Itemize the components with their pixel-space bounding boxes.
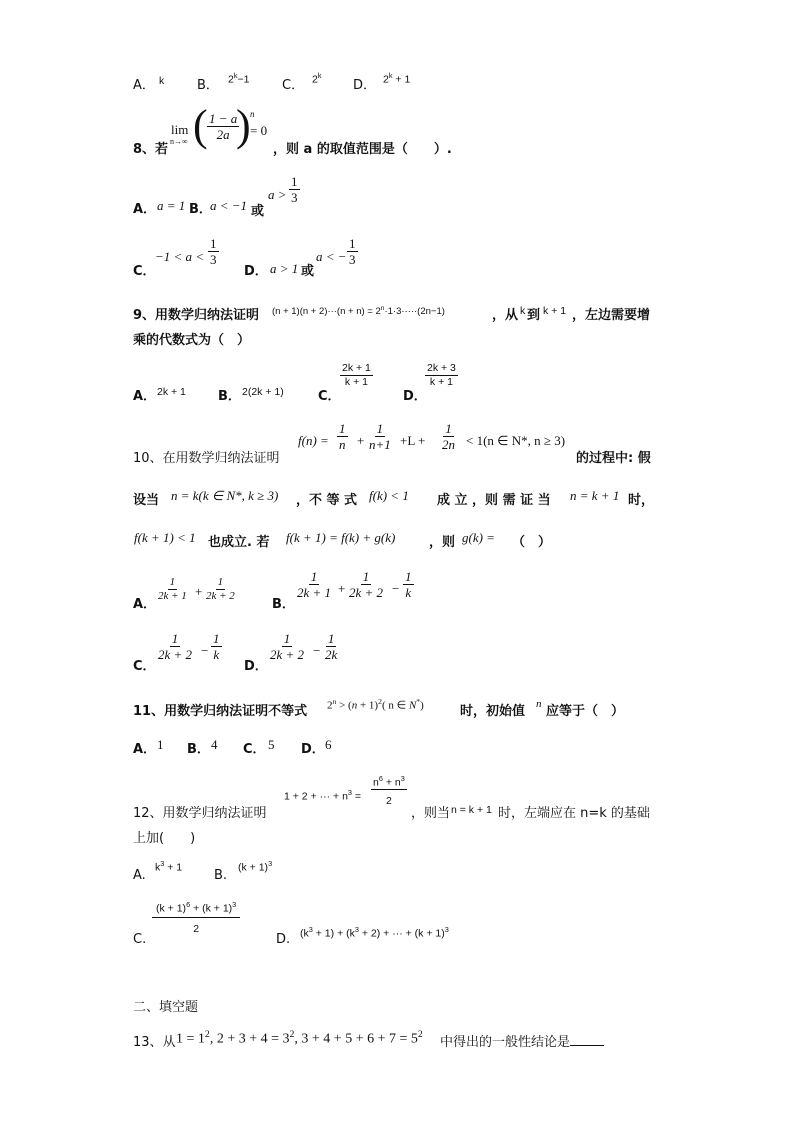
q13-answer-blank[interactable] <box>570 1045 604 1046</box>
q12-mid: ，则当 <box>411 806 451 821</box>
q8-fraction <box>207 112 239 141</box>
q12-rhs-num: $n^6 + n^3$ <box>373 774 405 789</box>
q10-option-b-label: B． <box>272 597 295 612</box>
q8-eq: = 0 <box>250 123 268 138</box>
q9-formula: $(n + 1)(n + 2)\cdot\cdot\cdot(n + n) = 2^n\cdot 1\cdot 3\cdot\cdot\cdot\cdot\cdot(2n-1)$ <box>272 305 445 318</box>
q9-d-den: k + 1 <box>429 375 453 388</box>
q10-d-f1-den: 2k + 2 <box>270 647 305 662</box>
q10-b-f3-den: k <box>405 585 412 600</box>
q8-option-c-label: C． <box>133 264 156 279</box>
q10-option-a-frac2 <box>204 577 237 602</box>
q9-option-b-label: B． <box>218 389 241 404</box>
q8-option-d-label: D． <box>244 264 268 279</box>
q11-option-d-label: D． <box>301 742 325 757</box>
q9-option-d-label: D． <box>403 389 427 404</box>
q9-mid2: 到 <box>527 308 541 323</box>
q7-option-b-value: $2^k-1$ <box>228 71 250 86</box>
q10-line2-b: ，不 等 式 <box>296 493 358 508</box>
q10-t2-den: n+1 <box>369 437 391 452</box>
q12-option-b-value: $(k + 1)^3$ <box>238 859 273 874</box>
q10-option-c-frac2 <box>211 632 222 661</box>
q12-option-a-label: A. <box>133 868 146 883</box>
q12-line2: 上加( ) <box>133 831 196 846</box>
q10-term1 <box>337 422 348 451</box>
q11-option-a-value: 1 <box>157 737 164 752</box>
q10-line3-b: ，则 <box>429 535 456 550</box>
q10-line2-m1: n = k(k ∈ N*, k ≥ 3) <box>171 488 279 503</box>
q10-d-f2-den: 2k <box>325 647 338 662</box>
q8-option-c-frac <box>208 237 219 266</box>
q8-suffix: ，则 a 的取值范围是（ ）. <box>273 142 452 157</box>
q12-cond: n = k + 1 <box>451 804 492 816</box>
q12-rhs-frac <box>371 775 407 807</box>
q8-option-a-value: a = 1 <box>157 198 186 213</box>
q10-t1-num: 1 <box>339 421 346 436</box>
q8-option-b-value2: a > <box>268 187 287 202</box>
q8-b-frac-den: 3 <box>291 190 298 205</box>
q10-option-a-label: A． <box>133 597 157 612</box>
q11-formula: $2^n > (n + 1)^2$( n ∈ N*) <box>327 697 424 712</box>
q10-d-f2-num: 1 <box>327 631 335 646</box>
q12-option-d-value: $(k^3 + 1) + (k^3 + 2)$ + ··· + $(k + 1)^3$ <box>300 925 449 940</box>
q8-option-b-label: B． <box>189 202 212 217</box>
q7-option-c-label: C． <box>282 78 305 93</box>
q13-suffix <box>440 1036 604 1049</box>
q10-a-f2-num: 1 <box>217 576 224 588</box>
q11-option-c-value: 5 <box>268 737 275 752</box>
q11-n: n <box>536 698 542 710</box>
q13-formula: $1 = 1^2$, $2 + 3 + 4 = 3^2$, $3 + 4 + 5 + 6 + 7 = 5^2$ <box>176 1029 423 1047</box>
q9-c-num: 2k + 1 <box>342 362 371 374</box>
q10-option-b-minus: − <box>392 581 400 596</box>
q7-option-a-value: k <box>159 75 165 87</box>
q9-option-d-frac <box>425 363 458 387</box>
q10-t3-num: 1 <box>445 421 452 436</box>
q10-plus-1: + <box>357 433 365 448</box>
q8-option-d-value: a > 1 <box>270 261 299 276</box>
q7-option-d <box>353 79 376 92</box>
q8-prefix: 8、若 <box>133 142 169 157</box>
q10-line2-m3: n = k + 1 <box>570 488 620 503</box>
q10-line2-c: 成 立 ，则 需 证 当 <box>437 493 551 508</box>
q9-k: k <box>520 305 526 317</box>
q9-option-a-label: A． <box>133 389 157 404</box>
q9-c-den: k + 1 <box>344 375 368 388</box>
q9-option-a-value: 2k + 1 <box>157 386 186 398</box>
q10-t1-den: n <box>339 437 346 452</box>
q9-prefix: 9、用数学归纳法证明 <box>133 308 260 323</box>
q10-option-d-frac2 <box>323 632 339 661</box>
q10-option-b-frac1 <box>295 570 333 599</box>
q12-option-a-value: $k^3 + 1$ <box>155 859 183 874</box>
q10-line2-a: 设当 <box>133 493 160 508</box>
q10-option-a-plus: + <box>195 584 203 599</box>
q8-c-frac-den: 3 <box>210 252 217 267</box>
q10-b-f1-num: 1 <box>310 569 318 584</box>
q8-c-frac-num: 1 <box>210 236 217 251</box>
q8-option-a-label: A． <box>133 202 157 217</box>
q8-b-frac-num: 1 <box>291 174 298 189</box>
q10-line2-d: 时， <box>628 493 655 508</box>
q12-c-num: $(k + 1)^6 + (k + 1)^3$ <box>152 901 240 918</box>
q13-prefix: 13、从 <box>133 1035 176 1050</box>
q11-suffix2: 应等于（ ） <box>546 704 625 719</box>
q12-option-d-label: D. <box>276 932 291 947</box>
q10-option-c-frac1 <box>156 632 194 661</box>
q8-open-paren: ( <box>193 101 208 150</box>
q10-option-d-label: D． <box>244 659 268 674</box>
q10-line3-m2: f(k + 1) = f(k) + g(k) <box>286 530 396 545</box>
q10-a-f2-den: 2k + 2 <box>206 590 235 602</box>
q12-rhs-den: 2 <box>386 795 392 807</box>
q10-fn: f(n) = <box>298 433 329 448</box>
q12-option-c-frac <box>152 901 240 935</box>
q7-option-a-label: A． <box>133 78 155 93</box>
q7-option-b <box>197 79 219 92</box>
q10-term3 <box>440 422 457 451</box>
q10-c-f2-num: 1 <box>213 631 220 646</box>
q12-lhs: 1 + 2 + ··· + $n^3$ = <box>284 788 362 803</box>
q10-line3-m3: g(k) = <box>462 530 495 545</box>
q10-option-b-frac3 <box>403 570 414 599</box>
q7-option-c <box>282 79 304 92</box>
q10-c-f1-den: 2k + 2 <box>158 647 193 662</box>
q10-c-f2-den: k <box>213 647 220 662</box>
q7-option-d-label: D． <box>353 78 377 93</box>
q8-option-d-frac <box>347 237 358 266</box>
q11-option-a-label: A． <box>133 742 157 757</box>
q11-option-c-label: C． <box>243 742 266 757</box>
q10-b-f3-num: 1 <box>405 569 412 584</box>
q10-suffix: 的过程中: 假 <box>576 451 651 466</box>
q8-frac-den: 2a <box>216 127 230 142</box>
q10-line3-a: 也成立. 若 <box>208 535 270 550</box>
q10-option-a-frac1 <box>156 577 189 602</box>
q10-option-d-minus: − <box>313 643 321 658</box>
q7-options <box>133 75 165 93</box>
q10-prefix: 10、在用数学归纳法证明 <box>133 451 280 466</box>
q8-option-b-frac <box>289 175 300 204</box>
q10-d-f1-num: 1 <box>283 631 291 646</box>
q10-b-f2-num: 1 <box>362 569 370 584</box>
q10-line3-c: （ ） <box>512 535 552 550</box>
q9-line2: 乘的代数式为（ ） <box>133 333 251 348</box>
q10-a-f1-den: 2k + 1 <box>158 590 187 602</box>
q11-suffix: 时，初始值 <box>460 704 526 719</box>
q10-t2-num: 1 <box>376 421 384 436</box>
q8-d-frac-num: 1 <box>349 236 356 251</box>
q13-suffix-text: 中得出的一般性结论是 <box>440 1035 571 1050</box>
q12-c-den: 2 <box>193 923 200 935</box>
q9-d-num: 2k + 3 <box>427 362 456 374</box>
q8-exp: n <box>250 109 255 119</box>
q8-frac-num: 1 − a <box>209 111 238 126</box>
q9-option-c-frac <box>340 363 373 387</box>
q10-option-b-plus: + <box>338 581 346 596</box>
q10-line3-m1: f(k + 1) < 1 <box>134 530 196 545</box>
q11-option-b-value: 4 <box>211 737 218 752</box>
q8-d-frac-den: 3 <box>349 252 356 267</box>
q8-option-c-value: −1 < a < <box>155 249 205 264</box>
q10-ldots: +L + <box>400 433 426 448</box>
q8-close-paren: ) <box>236 101 251 150</box>
q11-option-d-value: 6 <box>325 737 332 752</box>
q8-option-d-value2: a < − <box>316 249 347 264</box>
q10-a-f1-num: 1 <box>169 576 176 588</box>
q9-suffix: ，左边需要增 <box>572 308 651 323</box>
q8-or-1: 或 <box>251 204 265 219</box>
q11-prefix: 11、用数学归纳法证明不等式 <box>133 704 308 719</box>
q7-option-b-label: B． <box>197 78 219 93</box>
q9-option-c-label: C． <box>318 389 341 404</box>
q9-option-b-value: 2(2k + 1) <box>242 386 284 398</box>
q12-suffix: 时，左端应在 n=k 的基础 <box>498 806 650 821</box>
q10-line2-m2: f(k) < 1 <box>369 488 409 503</box>
q10-cond: < 1(n ∈ N*, n ≥ 3) <box>466 433 566 448</box>
q11-option-b-label: B． <box>187 742 210 757</box>
q10-b-f1-den: 2k + 1 <box>297 585 332 600</box>
q8-lim-sub: n→∞ <box>170 137 188 146</box>
q12-prefix: 12、用数学归纳法证明 <box>133 806 267 821</box>
q10-t3-den: 2n <box>442 437 455 452</box>
q10-option-b-frac2 <box>347 570 385 599</box>
q8-lim <box>171 123 188 136</box>
q12-option-c-label: C. <box>133 932 147 947</box>
section-title-fill-in: 二、填空题 <box>133 1000 199 1015</box>
q8-option-b-value: a < −1 <box>210 198 248 213</box>
q7-option-d-value: $2^k + 1$ <box>383 71 411 86</box>
q9-k1: k + 1 <box>543 305 567 317</box>
q12-option-b-label: B. <box>214 868 228 883</box>
q8-lim-text: lim <box>171 122 189 137</box>
q8-or-2: 或 <box>301 264 315 279</box>
q10-option-d-frac1 <box>268 632 306 661</box>
q9-mid1: ，从 <box>492 308 519 323</box>
q10-option-c-minus: − <box>201 643 209 658</box>
q10-term2 <box>367 422 393 451</box>
q10-option-c-label: C． <box>133 659 156 674</box>
q7-option-c-value: 2$^k$ <box>312 71 322 86</box>
q10-b-f2-den: 2k + 2 <box>349 585 384 600</box>
q10-c-f1-num: 1 <box>171 631 179 646</box>
